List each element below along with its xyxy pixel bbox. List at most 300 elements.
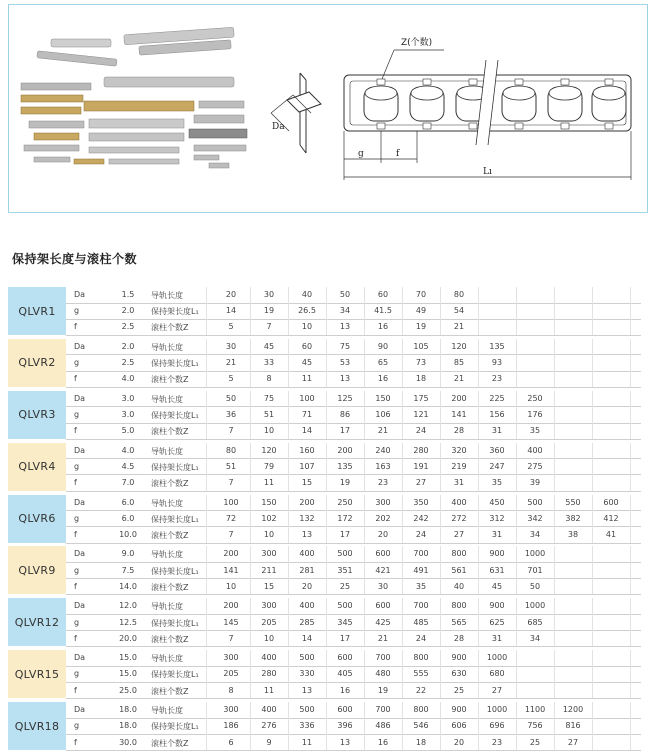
param-value: 18.0 [119,705,137,715]
table-cell: 172 [337,513,353,523]
table-cell: 34 [339,306,351,316]
table-cell: 382 [565,513,581,523]
table-cell: 31 [453,478,465,488]
table-cell: 700 [413,549,429,559]
table-cell: 18 [415,737,427,747]
param-label: f [74,374,77,384]
table-cell: 351 [337,565,353,575]
table-cell: 16 [339,685,351,695]
row-name: 保持架长度L₁ [151,410,199,420]
table-cell: 205 [261,617,277,627]
table-cell: 1100 [524,705,546,715]
row-name: 导轨长度 [151,291,183,300]
table-row [66,579,641,595]
table-cell: 25 [339,581,351,591]
table-cell: 14 [301,426,313,436]
table-cell: 500 [527,497,543,507]
param-label: g [74,513,80,523]
table-cell: 625 [489,617,505,627]
table-cell: 280 [413,445,429,455]
row-name: 导轨长度 [151,342,183,352]
row-name: 滚柱个数Z [151,634,189,644]
table-cell: 486 [375,721,391,731]
table-cell: 34 [529,529,541,539]
table-cell: 285 [299,617,315,627]
table-cell: 15 [301,478,313,488]
f-label: f [396,149,400,159]
param-label: Da [74,549,86,559]
model-name: QLVR4 [8,443,66,491]
table-cell: 191 [413,461,429,471]
table-cell: 141 [223,565,239,575]
table-cell: 250 [337,497,353,507]
table-cell: 320 [451,445,467,455]
param-value: 20.0 [119,633,137,643]
table-cell: 28 [453,633,465,643]
param-label: f [74,581,77,591]
table-cell: 7 [228,478,234,488]
model-group-qlvr6 [8,495,641,544]
table-cell: 250 [527,393,543,403]
table-row [66,495,641,511]
table-cell: 485 [413,617,429,627]
table-cell: 200 [223,549,239,559]
param-label: Da [74,290,86,299]
table-cell: 600 [375,601,391,611]
table-cell: 53 [339,358,351,368]
row-name: 保持架长度L₁ [151,670,199,680]
param-label: g [74,617,80,627]
table-cell: 27 [415,478,427,488]
row-name: 保持架长度L₁ [151,566,199,576]
table-row [66,650,641,666]
g-label: g [358,149,364,159]
param-value: 4.0 [121,445,135,455]
table-cell: 20 [301,581,313,591]
table-cell: 121 [413,409,429,419]
table-cell: 38 [567,529,579,539]
row-name: 导轨长度 [151,446,183,456]
model-name: QLVR1 [8,287,66,335]
row-name: 滚柱个数Z [151,530,189,540]
table-cell: 23 [377,478,389,488]
param-value: 3.0 [121,393,135,403]
table-cell: 27 [491,685,503,695]
table-cell: 75 [263,393,275,403]
table-cell: 79 [263,461,275,471]
param-value: 7.5 [121,565,135,575]
table-cell: 7 [228,633,234,643]
table-cell: 25 [529,737,541,747]
table-cell: 93 [491,358,503,368]
table-cell: 200 [451,393,467,403]
row-name: 导轨长度 [151,706,183,716]
row-name: 保持架长度L₁ [151,618,199,628]
model-group-qlvr15 [8,650,641,699]
table-row [66,459,641,475]
table-cell: 631 [489,565,505,575]
table-cell: 405 [337,669,353,679]
table-cell: 5 [228,322,234,332]
table-cell: 107 [299,461,315,471]
table-cell: 45 [491,581,503,591]
table-cell: 135 [337,461,353,471]
model-name: QLVR15 [8,650,66,698]
spec-table [8,287,641,754]
table-cell: 205 [223,669,239,679]
param-label: f [74,478,77,488]
table-cell: 7 [266,322,272,332]
param-value: 3.0 [121,409,135,419]
table-cell: 150 [375,393,391,403]
param-label: g [74,306,80,316]
table-cell: 41.5 [374,306,392,316]
param-value: 5.0 [121,426,135,436]
table-cell: 14 [225,306,237,316]
param-value: 4.0 [121,374,135,384]
row-name: 滚柱个数Z [151,323,189,333]
model-name: QLVR6 [8,495,66,543]
table-cell: 23 [491,374,503,384]
table-cell: 8 [266,374,272,384]
table-cell: 312 [489,513,505,523]
table-cell: 41 [605,529,617,539]
table-cell: 21 [377,426,389,436]
table-row [66,423,641,439]
table-cell: 160 [299,445,315,455]
table-cell: 19 [339,478,351,488]
table-row [66,718,641,734]
table-cell: 275 [527,461,543,471]
table-cell: 450 [489,497,505,507]
table-row [66,391,641,407]
table-cell: 145 [223,617,239,627]
table-row [66,287,641,303]
model-group-qlvr9 [8,546,641,595]
table-cell: 141 [451,409,467,419]
table-cell: 35 [529,426,541,436]
row-name: 导轨长度 [151,394,183,404]
table-cell: 27 [453,529,465,539]
table-cell: 1000 [486,705,508,715]
param-value: 18.0 [119,721,137,731]
table-cell: 65 [377,358,389,368]
param-value: 2.5 [121,322,135,332]
table-cell: 10 [225,581,237,591]
table-cell: 700 [375,653,391,663]
table-cell: 21 [453,322,465,332]
param-label: g [74,721,80,731]
table-cell: 24 [415,633,427,643]
table-cell: 396 [337,721,353,731]
row-name: 滚柱个数Z [151,427,189,437]
table-cell: 120 [261,445,277,455]
param-value: 12.5 [119,617,137,627]
table-cell: 550 [565,497,581,507]
param-label: Da [74,705,86,715]
table-row [66,546,641,562]
param-value: 9.0 [121,549,135,559]
table-cell: 11 [263,478,275,488]
table-cell: 85 [453,358,465,368]
figure-panel [8,4,648,213]
row-name: 滚柱个数Z [151,375,189,385]
table-cell: 225 [489,393,505,403]
table-cell: 800 [451,601,467,611]
model-group-qlvr4 [8,443,641,492]
table-row [66,443,641,459]
param-value: 25.0 [119,685,137,695]
table-cell: 10 [263,633,275,643]
table-cell: 19 [377,685,389,695]
table-row [66,598,641,614]
table-cell: 700 [413,601,429,611]
table-cell: 276 [261,721,277,731]
table-cell: 28 [453,426,465,436]
roller-cage-photos [21,27,247,168]
table-cell: 33 [263,358,275,368]
table-cell: 300 [375,497,391,507]
table-cell: 281 [299,565,315,575]
param-label: Da [74,393,86,403]
model-name: QLVR2 [8,339,66,387]
table-cell: 5 [228,374,234,384]
table-cell: 400 [261,705,277,715]
param-value: 1.5 [121,290,135,299]
param-value: 6.0 [121,497,135,507]
table-cell: 600 [603,497,619,507]
table-cell: 27 [567,737,579,747]
param-label: f [74,426,77,436]
section-title: 保持架长度与滚柱个数 [12,252,138,266]
table-cell: 900 [489,549,505,559]
table-cell: 31 [491,633,503,643]
row-name: 滚柱个数Z [151,582,189,592]
table-cell: 11 [301,374,313,384]
table-row [66,511,641,527]
param-label: g [74,565,80,575]
table-cell: 350 [413,497,429,507]
roller [548,79,582,129]
table-cell: 18 [415,374,427,384]
table-cell: 17 [339,633,351,643]
table-cell: 19 [263,306,275,316]
table-cell: 1000 [524,601,546,611]
table-cell: 500 [299,653,315,663]
table-cell: 345 [337,617,353,627]
table-cell: 9 [266,737,272,747]
model-name: QLVR12 [8,598,66,646]
table-cell: 756 [527,721,543,731]
table-cell: 11 [301,737,313,747]
param-label: Da [74,497,86,507]
table-cell: 11 [263,685,275,695]
table-cell: 150 [261,497,277,507]
table-cell: 54 [453,306,465,316]
param-label: Da [74,341,86,351]
table-cell: 14 [301,633,313,643]
table-cell: 105 [413,341,429,351]
table-row [66,339,641,355]
table-cell: 24 [415,426,427,436]
param-value: 30.0 [119,737,137,747]
table-cell: 8 [228,685,234,695]
table-cell: 35 [415,581,427,591]
table-cell: 13 [339,737,351,747]
table-cell: 186 [223,721,239,731]
table-cell: 400 [527,445,543,455]
table-cell: 30 [263,290,275,299]
table-cell: 7 [228,529,234,539]
table-cell: 600 [337,653,353,663]
table-cell: 336 [299,721,315,731]
table-cell: 80 [453,290,465,299]
table-cell: 565 [451,617,467,627]
table-cell: 30 [225,341,237,351]
table-cell: 900 [451,653,467,663]
model-group-qlvr18 [8,702,641,751]
table-cell: 300 [223,653,239,663]
model-group-qlvr3 [8,391,641,440]
table-row [66,407,641,423]
table-row [66,563,641,579]
row-name: 导轨长度 [151,550,183,560]
param-value: 7.0 [121,478,135,488]
param-value: 15.0 [119,653,137,663]
table-cell: 211 [261,565,277,575]
table-cell: 696 [489,721,505,731]
model-group-qlvr12 [8,598,641,647]
table-cell: 35 [491,478,503,488]
table-cell: 40 [301,290,313,299]
roller [364,79,398,129]
table-cell: 73 [415,358,427,368]
table-cell: 400 [299,601,315,611]
param-value: 6.0 [121,513,135,523]
table-cell: 22 [415,685,427,695]
table-cell: 400 [451,497,467,507]
param-value: 4.5 [121,461,135,471]
row-name: 滚柱个数Z [151,479,189,489]
table-cell: 561 [451,565,467,575]
table-cell: 45 [263,341,275,351]
table-cell: 25 [453,685,465,695]
table-cell: 680 [489,669,505,679]
table-cell: 100 [299,393,315,403]
cage-section-view [271,73,321,153]
table-cell: 132 [299,513,315,523]
table-cell: 10 [301,322,313,332]
table-cell: 300 [223,705,239,715]
table-cell: 219 [451,461,467,471]
row-name: 导轨长度 [151,654,183,664]
param-value: 2.5 [121,358,135,368]
table-cell: 31 [491,529,503,539]
table-cell: 45 [301,358,313,368]
table-cell: 15 [263,581,275,591]
table-cell: 491 [413,565,429,575]
row-name: 保持架长度L₁ [151,462,199,472]
table-row [66,683,641,699]
row-name: 导轨长度 [151,602,183,612]
row-name: 滚柱个数Z [151,738,189,748]
table-cell: 16 [377,322,389,332]
table-cell: 30 [377,581,389,591]
table-cell: 400 [299,549,315,559]
row-name: 保持架长度L₁ [151,514,199,524]
table-cell: 480 [375,669,391,679]
model-group-qlvr2 [8,339,641,388]
table-cell: 60 [377,290,389,299]
table-cell: 200 [337,445,353,455]
roller [592,79,626,129]
table-cell: 600 [375,549,391,559]
table-cell: 421 [375,565,391,575]
param-label: g [74,461,80,471]
row-name: 保持架长度L₁ [151,359,199,369]
table-cell: 500 [337,601,353,611]
param-value: 2.0 [121,306,135,316]
param-label: Da [74,445,86,455]
table-cell: 13 [301,529,313,539]
param-label: f [74,737,77,747]
table-row [66,631,641,647]
table-cell: 39 [529,478,541,488]
table-cell: 51 [225,461,237,471]
row-name: 滚柱个数Z [151,686,189,696]
table-cell: 1200 [562,705,584,715]
table-cell: 701 [527,565,543,575]
table-row [66,702,641,718]
table-cell: 800 [413,705,429,715]
table-cell: 240 [375,445,391,455]
table-cell: 120 [451,341,467,351]
row-name: 导轨长度 [151,498,183,508]
table-cell: 400 [261,653,277,663]
table-cell: 23 [491,737,503,747]
param-label: Da [74,653,86,663]
table-cell: 425 [375,617,391,627]
table-cell: 125 [337,393,353,403]
table-cell: 86 [339,409,351,419]
table-cell: 10 [263,426,275,436]
table-cell: 60 [301,341,313,351]
table-cell: 555 [413,669,429,679]
table-cell: 1000 [486,653,508,663]
table-cell: 500 [299,705,315,715]
row-name: 保持架长度L₁ [151,307,199,317]
table-cell: 360 [489,445,505,455]
param-label: f [74,322,77,332]
table-row [66,319,641,335]
table-row [66,475,641,491]
table-row [66,371,641,387]
table-row [66,735,641,751]
param-value: 15.0 [119,669,137,679]
table-cell: 20 [377,529,389,539]
table-cell: 1000 [524,549,546,559]
param-label: g [74,409,80,419]
model-name: QLVR9 [8,546,66,594]
table-cell: 7 [228,426,234,436]
da-label: Da [272,122,285,132]
table-row [66,355,641,371]
table-cell: 21 [225,358,237,368]
table-cell: 40 [453,581,465,591]
table-cell: 800 [451,549,467,559]
param-label: f [74,529,77,539]
table-cell: 342 [527,513,543,523]
